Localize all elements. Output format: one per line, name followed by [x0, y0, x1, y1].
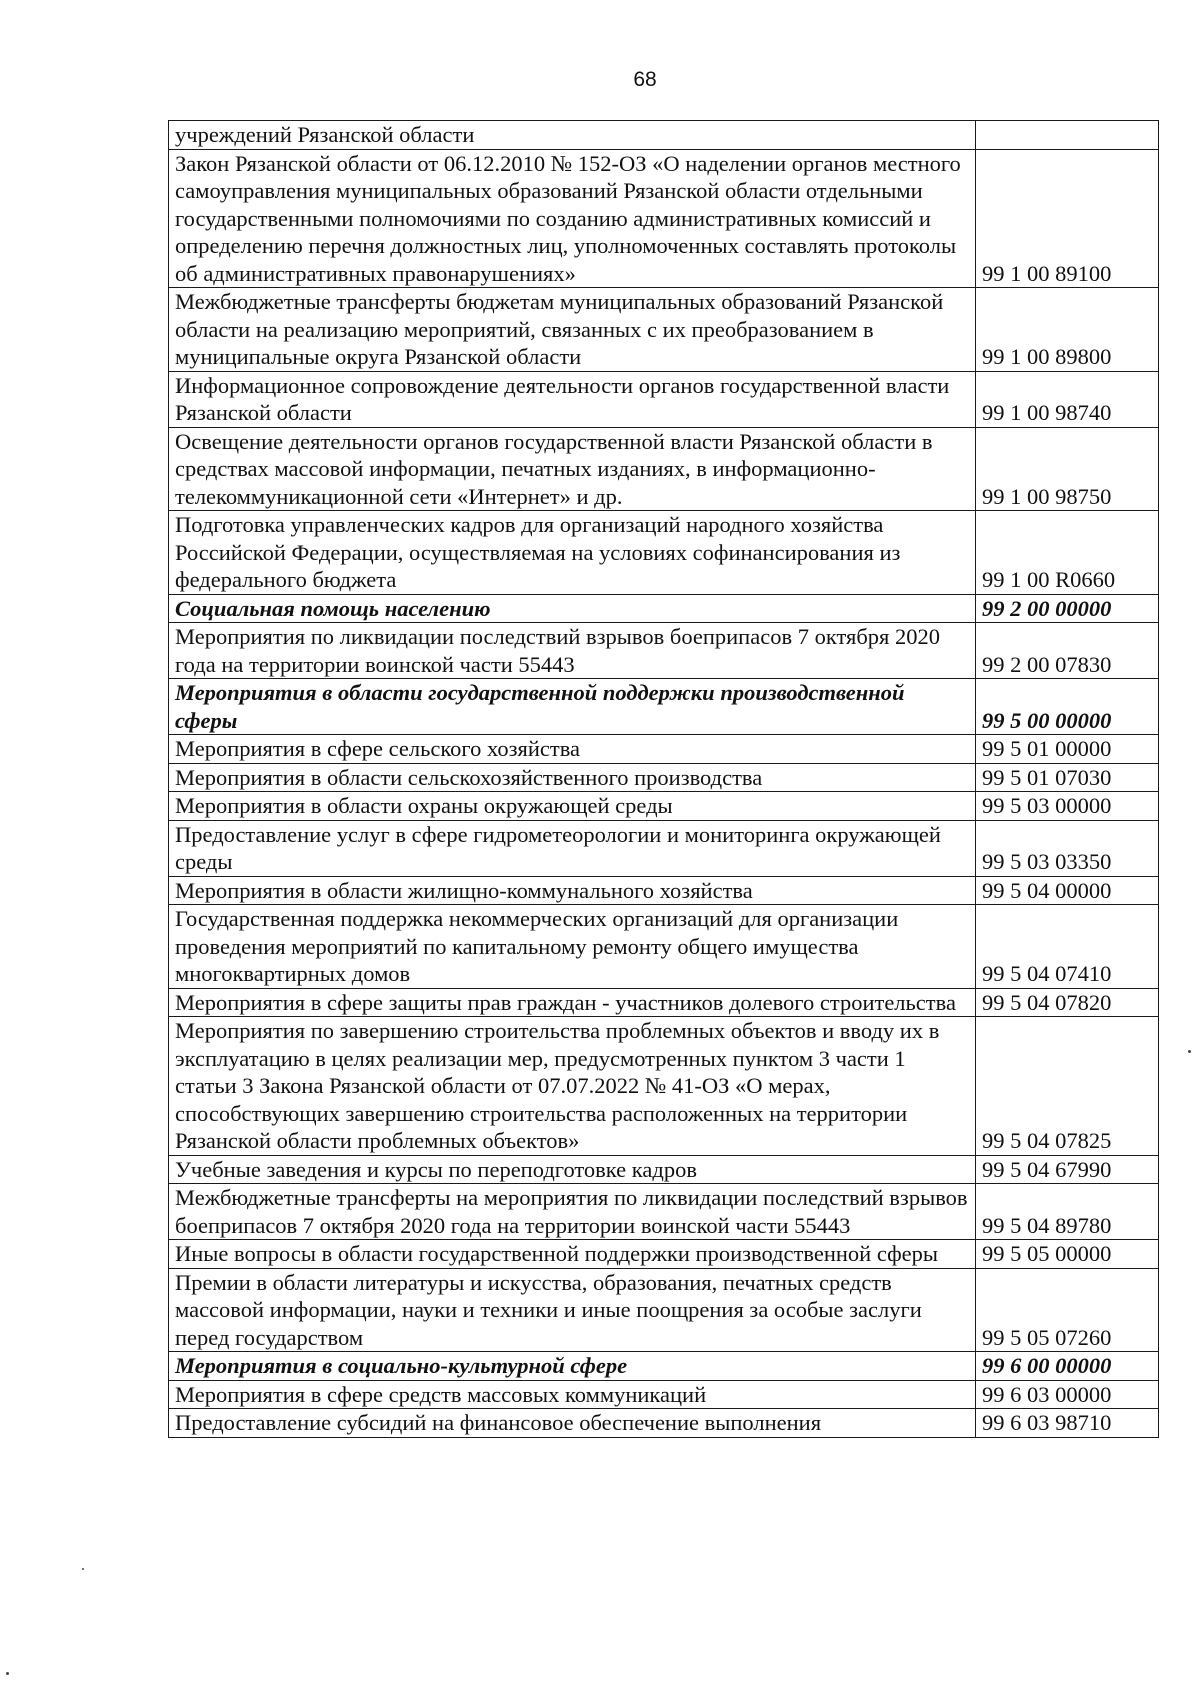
row-code: 99 5 04 67990 — [976, 1155, 1159, 1184]
row-title: Учебные заведения и курсы по переподготовке кадров — [169, 1155, 976, 1184]
table-row — [169, 792, 1159, 821]
row-title: Государственная поддержка некоммерческих организаций для организации проведения мероприятий по капитальному ремонту общего имущества многоквартирных домов — [169, 905, 976, 989]
row-title: Мероприятия в области государственной поддержки производственной сферы — [169, 679, 976, 735]
table-row-section — [169, 594, 1159, 623]
row-title: Мероприятия по завершению строительства проблемных объектов и вводу их в эксплуатацию в целях реализации мер, предусмотренных пунктом 3 части 1 статьи 3 Закона Рязанской области от 07.07.2022 № 41-ОЗ «О мерах, способствующих завершению строительства расположенных на территории Рязанской области проблемных объектов» — [169, 1017, 976, 1156]
row-code: 99 5 01 07030 — [976, 763, 1159, 792]
row-code: 99 5 01 00000 — [976, 735, 1159, 764]
table-row-section — [169, 1352, 1159, 1381]
row-code: 99 5 04 00000 — [976, 876, 1159, 905]
table-row — [169, 623, 1159, 679]
table-row — [169, 735, 1159, 764]
table-row — [169, 1017, 1159, 1156]
table-row — [169, 427, 1159, 511]
row-title: Мероприятия в сфере защиты прав граждан - участников долевого строительства — [169, 988, 976, 1017]
row-code: 99 6 03 00000 — [976, 1380, 1159, 1409]
row-code: 99 6 00 00000 — [976, 1352, 1159, 1381]
row-code: 99 5 05 07260 — [976, 1268, 1159, 1352]
row-code: 99 5 03 03350 — [976, 820, 1159, 876]
table-row — [169, 511, 1159, 595]
row-title: Мероприятия в области жилищно-коммунального хозяйства — [169, 876, 976, 905]
row-title: Информационное сопровождение деятельности органов государственной власти Рязанской области — [169, 371, 976, 427]
scan-artifact — [82, 1568, 84, 1570]
row-title: Межбюджетные трансферты на мероприятия по ликвидации последствий взрывов боеприпасов 7 октября 2020 года на территории воинской части 55443 — [169, 1184, 976, 1240]
row-code: 99 1 00 98750 — [976, 427, 1159, 511]
row-code: 99 1 00 89800 — [976, 288, 1159, 372]
table-row — [169, 988, 1159, 1017]
scan-artifact — [1188, 1050, 1191, 1053]
table-row — [169, 1380, 1159, 1409]
row-title: Мероприятия в области охраны окружающей среды — [169, 792, 976, 821]
table-row — [169, 288, 1159, 372]
row-code: 99 5 05 00000 — [976, 1240, 1159, 1269]
table-row — [169, 820, 1159, 876]
page-number: 68 — [633, 68, 657, 91]
row-code: 99 1 00 R0660 — [976, 511, 1159, 595]
table-row — [169, 1240, 1159, 1269]
table-row — [169, 121, 1159, 150]
row-code: 99 2 00 00000 — [976, 594, 1159, 623]
row-code: 99 1 00 89100 — [976, 149, 1159, 288]
row-title: Мероприятия по ликвидации последствий взрывов боеприпасов 7 октября 2020 года на территории воинской части 55443 — [169, 623, 976, 679]
row-title: Подготовка управленческих кадров для организаций народного хозяйства Российской Федерации, осуществляемая на условиях софинансирования из федерального бюджета — [169, 511, 976, 595]
table-row — [169, 371, 1159, 427]
table-row — [169, 1409, 1159, 1438]
row-title: учреждений Рязанской области — [169, 121, 976, 150]
table-row — [169, 1155, 1159, 1184]
row-code: 99 5 04 07410 — [976, 905, 1159, 989]
table-body — [169, 121, 1159, 1438]
table-row — [169, 905, 1159, 989]
row-title: Предоставление субсидий на финансовое обеспечение выполнения — [169, 1409, 976, 1438]
row-title: Закон Рязанской области от 06.12.2010 № 152-ОЗ «О наделении органов местного самоуправления муниципальных образований Рязанской области отдельными государственными полномочиями по созданию административных комиссий и определению перечня должностных лиц, уполномоченных составлять протоколы об административных правонарушениях» — [169, 149, 976, 288]
row-title: Мероприятия в сфере средств массовых коммуникаций — [169, 1380, 976, 1409]
table-row — [169, 149, 1159, 288]
row-code: 99 5 00 00000 — [976, 679, 1159, 735]
row-title: Иные вопросы в области государственной поддержки производственной сферы — [169, 1240, 976, 1269]
row-title: Мероприятия в сфере сельского хозяйства — [169, 735, 976, 764]
row-code — [976, 121, 1159, 150]
row-title: Социальная помощь населению — [169, 594, 976, 623]
row-code: 99 5 04 07820 — [976, 988, 1159, 1017]
row-code: 99 1 00 98740 — [976, 371, 1159, 427]
scan-artifact — [6, 1672, 9, 1675]
row-code: 99 5 04 07825 — [976, 1017, 1159, 1156]
row-code: 99 6 03 98710 — [976, 1409, 1159, 1438]
table-row — [169, 1268, 1159, 1352]
row-title: Предоставление услуг в сфере гидрометеорологии и мониторинга окружающей среды — [169, 820, 976, 876]
row-title: Премии в области литературы и искусства, образования, печатных средств массовой информации, науки и техники и иные поощрения за особые заслуги перед государством — [169, 1268, 976, 1352]
row-title: Мероприятия в области сельскохозяйственного производства — [169, 763, 976, 792]
row-title: Освещение деятельности органов государственной власти Рязанской области в средствах массовой информации, печатных изданиях, в информационно-телекоммуникационной сети «Интернет» и др. — [169, 427, 976, 511]
row-code: 99 5 04 89780 — [976, 1184, 1159, 1240]
row-code: 99 2 00 07830 — [976, 623, 1159, 679]
table-row-section — [169, 679, 1159, 735]
row-title: Межбюджетные трансферты бюджетам муниципальных образований Рязанской области на реализацию мероприятий, связанных с их преобразованием в муниципальные округа Рязанской области — [169, 288, 976, 372]
table-row — [169, 876, 1159, 905]
row-title: Мероприятия в социально-культурной сфере — [169, 1352, 976, 1381]
row-code: 99 5 03 00000 — [976, 792, 1159, 821]
table-row — [169, 1184, 1159, 1240]
budget-classification-table — [168, 120, 1159, 1438]
table-row — [169, 763, 1159, 792]
